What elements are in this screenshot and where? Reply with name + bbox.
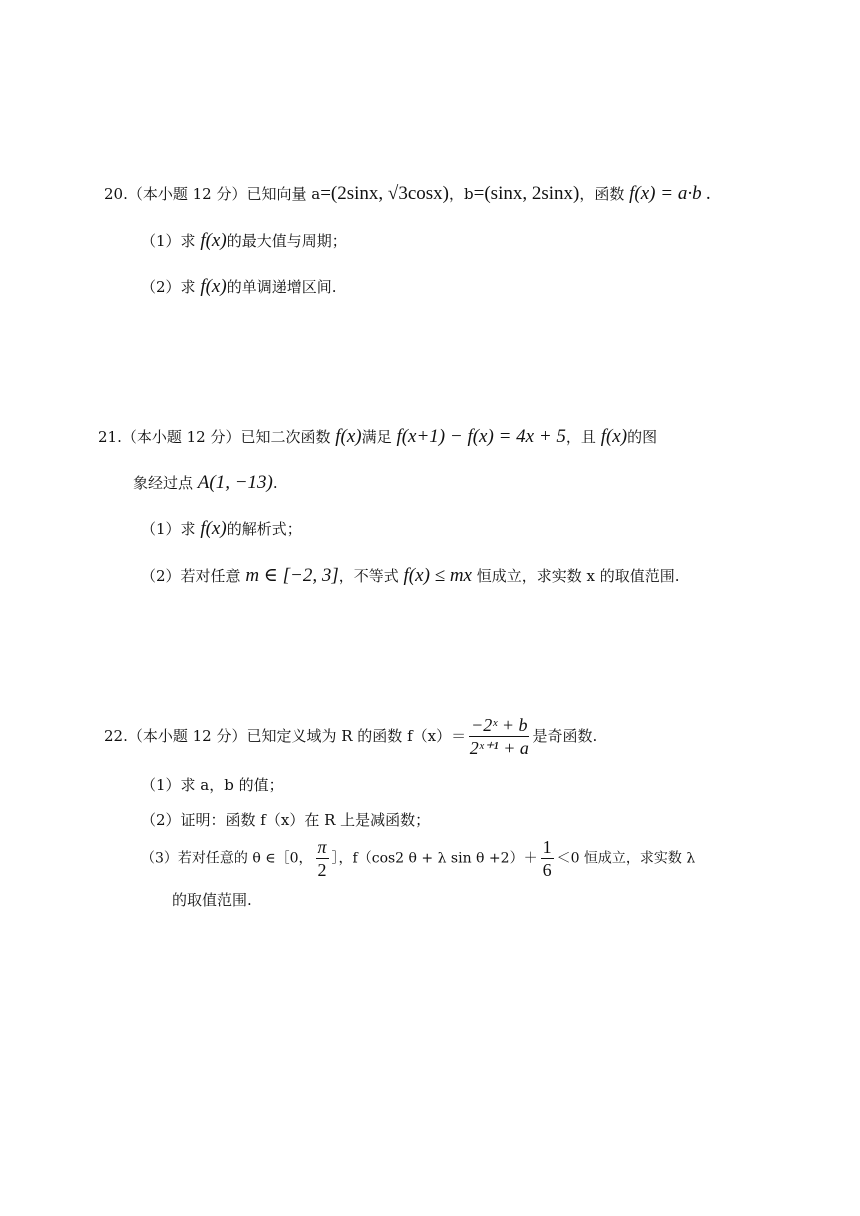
q20-mid: ，b — [449, 185, 474, 203]
q22-part3 — [141, 838, 695, 879]
q20-part1-text: 的最大值与周期； — [226, 232, 347, 250]
q21-head: 21.（本小题 12 分）已知二次函数 — [98, 428, 331, 446]
q20-function: f(x) = a·b . — [629, 183, 712, 204]
q22-part3-c: ＜0 恒成立，求实数 λ — [556, 850, 696, 867]
q20-part1-fx: f(x) — [200, 230, 227, 251]
q22-part1-text: （1）求 a，b 的值； — [141, 776, 284, 794]
q22-head: 22.（本小题 12 分）已知定义域为 R 的函数 f（x）＝ — [104, 727, 467, 745]
q20-part2-fx: f(x) — [200, 276, 227, 297]
q21-t2: ，且 — [565, 428, 596, 446]
q20-vector-a: (2sinx, √3cosx) — [330, 183, 450, 204]
q21-part1-label: （1）求 — [141, 520, 196, 538]
q20-part1 — [141, 231, 347, 250]
q21-part2-label: （2）若对任意 — [141, 567, 241, 585]
q21-part2-t2: 恒成立，求实数 x 的取值范围. — [476, 567, 680, 585]
q21-t3: 的图 — [627, 428, 658, 446]
q21-part2-condition: m ∈ [−2, 3] — [245, 565, 339, 586]
q22-one-sixth — [541, 838, 554, 879]
q22-fraction — [469, 716, 529, 757]
q20-part2-text: 的单调递增区间. — [226, 278, 337, 296]
q20-part2-label: （2）求 — [141, 278, 196, 296]
q22-part3-continued-text: 的取值范围. — [172, 891, 252, 909]
q22-part1 — [141, 778, 284, 793]
q21-t1: 满足 — [361, 428, 392, 446]
q21-point: A(1, −13) — [197, 472, 273, 493]
q21-part2-inequality: f(x) ≤ mx — [403, 565, 472, 586]
q22-tail: 是奇函数. — [532, 727, 598, 745]
q21-part2 — [141, 566, 680, 585]
q20-head: 20.（本小题 12 分）已知向量 a — [104, 185, 321, 203]
q21-line2-text: 象经过点 — [133, 474, 194, 492]
q22-stem — [104, 716, 597, 757]
q21-stem — [98, 427, 657, 446]
q22-one-sixth-numerator: 1 — [542, 837, 552, 857]
q22-fraction-numerator: −2ˣ + b — [471, 715, 528, 735]
q21-part1-fx: f(x) — [200, 518, 227, 539]
q20-tail: ，函数 — [579, 185, 625, 203]
q22-one-sixth-denominator: 6 — [542, 860, 552, 880]
q21-fx: f(x) — [335, 426, 362, 447]
q22-part2 — [141, 813, 430, 828]
q20-part2 — [141, 277, 336, 296]
q22-pi-numerator: π — [317, 837, 327, 857]
q21-stem-line2: 象经过点 A(1, −13). — [133, 472, 278, 493]
q21-part2-t1: ，不等式 — [338, 567, 399, 585]
q22-part3-a: （3）若对任意的 θ ∈［0， — [141, 850, 313, 867]
q21-part1-text: 的解析式； — [226, 520, 302, 538]
q20-part1-label: （1）求 — [141, 232, 196, 250]
q22-pi-over-2 — [316, 838, 329, 879]
q21-part1 — [141, 519, 302, 538]
q20-vector-b: (sinx, 2sinx) — [484, 183, 580, 204]
q21-fx2: f(x) — [600, 426, 628, 447]
q20-stem: 20.（本小题 12 分）已知向量 a=(2sinx, √3cosx)，b=(sinx, 2sinx)，函数 f(x) = a·b . — [104, 183, 712, 204]
q22-pi-denominator: 2 — [317, 860, 327, 880]
q22-part3-continued — [172, 893, 252, 908]
q22-fraction-denominator: 2ˣ⁺¹ + a — [469, 738, 529, 758]
q22-part2-text: （2）证明：函数 f（x）在 R 上是减函数； — [141, 811, 431, 829]
q22-part3-b: ］，f（cos2 θ + λ sin θ +2）＋ — [331, 850, 538, 867]
q21-equation: f(x+1) − f(x) = 4x + 5 — [396, 426, 566, 447]
